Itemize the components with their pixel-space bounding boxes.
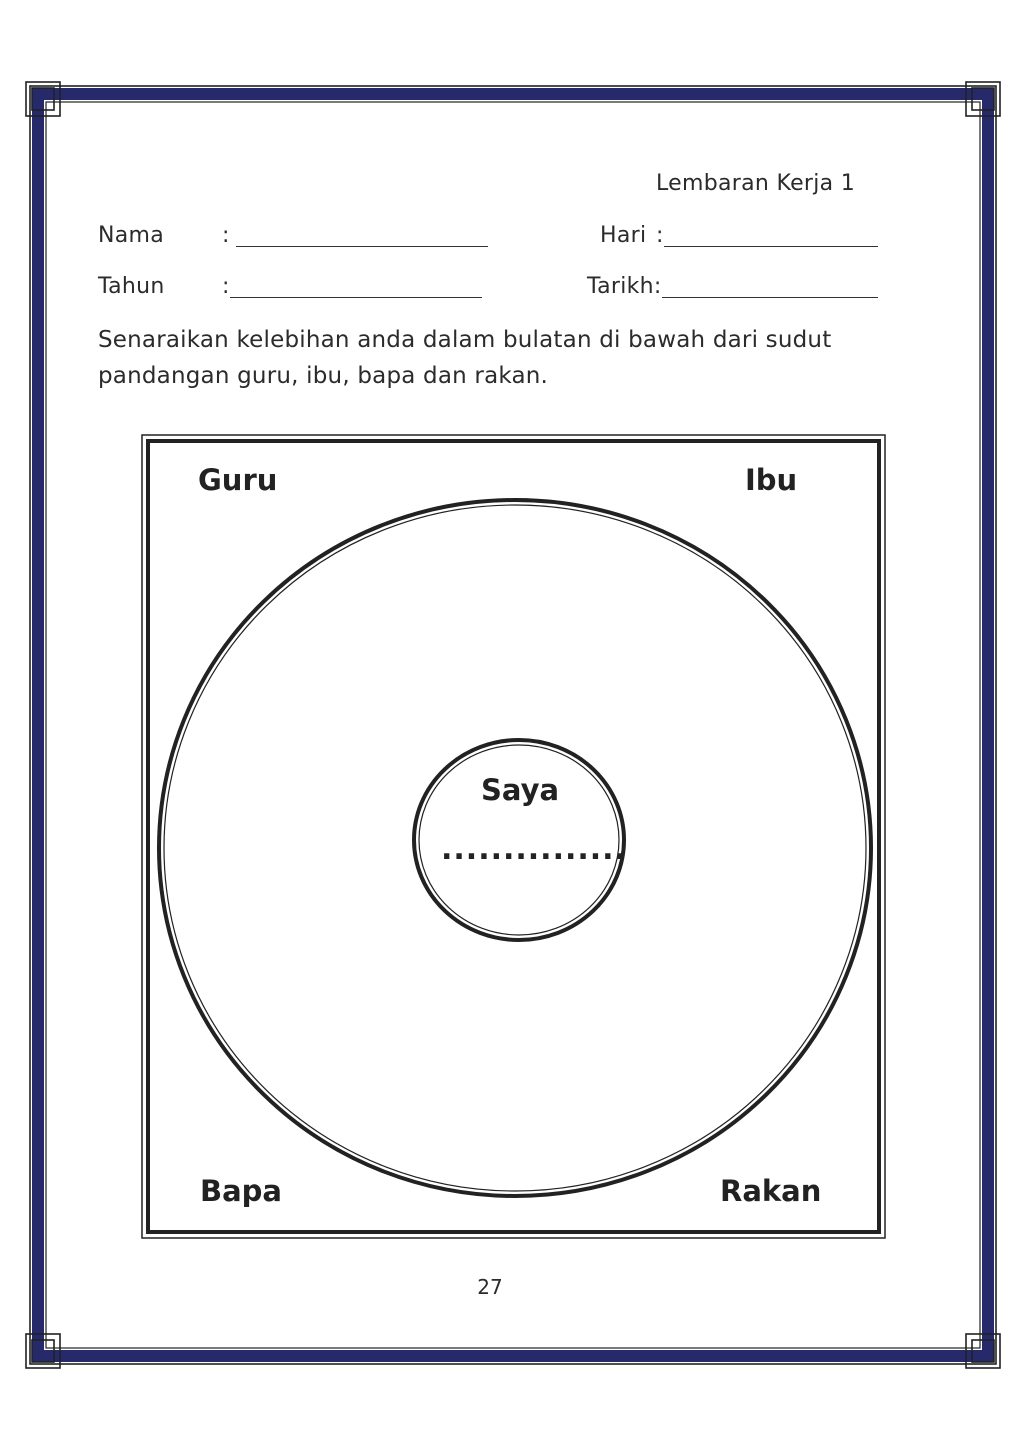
tahun-colon: : (222, 274, 230, 299)
label-saya: Saya (481, 773, 560, 807)
worksheet-title: Lembaran Kerja 1 (656, 171, 856, 196)
label-bapa: Bapa (200, 1174, 283, 1208)
instruction-text: Senaraikan kelebihan anda dalam bulatan di bawah dari sudut pandangan guru, ibu, bapa dan rakan. (98, 327, 832, 389)
nama-colon: : (222, 223, 230, 248)
label-ibu: Ibu (745, 463, 798, 497)
label-guru: Guru (198, 463, 278, 497)
hari-colon: : (656, 223, 664, 248)
label-rakan: Rakan (720, 1174, 822, 1208)
tarikh-label: Tarikh: (587, 274, 662, 299)
tahun-label: Tahun (98, 274, 165, 299)
hari-label: Hari (600, 223, 647, 248)
saya-blank[interactable]: ............... (441, 832, 627, 867)
nama-label: Nama (98, 223, 165, 248)
page-number: 27 (477, 1275, 503, 1299)
